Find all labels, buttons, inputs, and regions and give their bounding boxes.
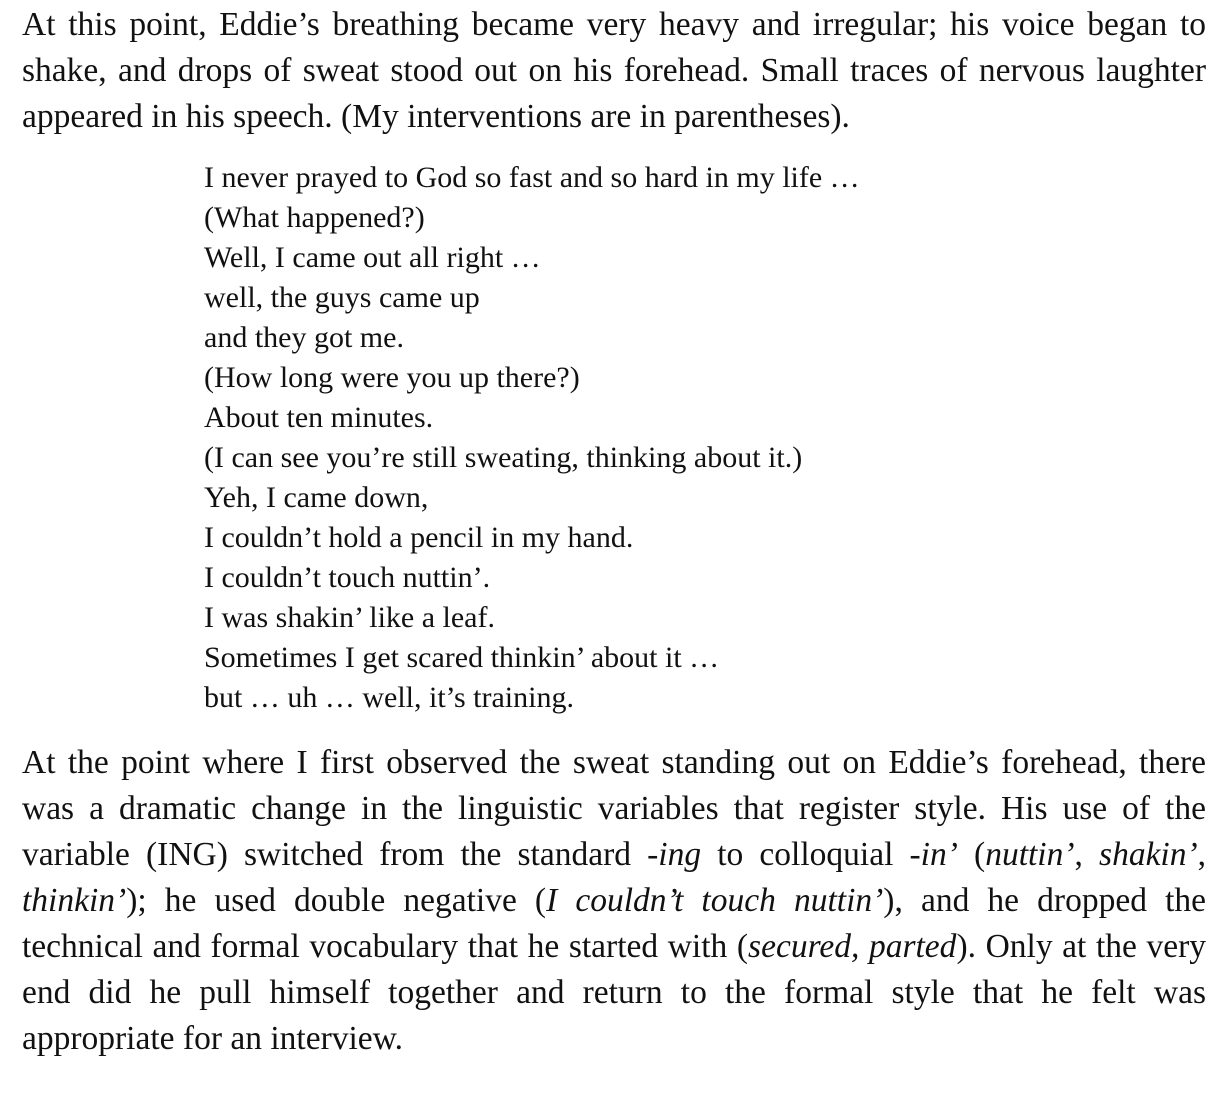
analysis-italic: -ing [647,836,702,873]
analysis-text: ), and he dropped the technical and formal vocabulary that he started with ( [22,882,1206,965]
analysis-italic: secured, parted [748,928,957,965]
analysis-text: At the point where I first observed the sweat standing out on Eddie’s forehead, there was a dramatic change in the linguistic variables that register style. His use of the variable (ING) switched from the standard [22,744,1206,873]
extract-line: I couldn’t touch nuttin’. [204,561,491,594]
analysis-text: ( [957,836,986,873]
analysis-italic: shakin’ [1099,836,1198,873]
analysis-text: ). Only at the very end did he pull himself together and return to the formal style that he felt was appropriate for an interview. [22,928,1206,1057]
analysis-italic: I couldn’t touch nuttin’ [546,882,884,919]
extract-line: I couldn’t hold a pencil in my hand. [204,521,634,554]
extract-line: (What happened?) [204,201,425,234]
document-page [22,0,1206,1062]
analysis-italic: thinkin’ [22,882,127,919]
extract-line: Yeh, I came down, [204,481,429,514]
analysis-text: to colloquial [701,836,910,873]
analysis-text: , [1197,836,1207,873]
analysis-text: , [1074,836,1100,873]
extract-line: I never prayed to God so fast and so hard in my life … [204,161,860,194]
extract-line: Well, I came out all right … [204,241,541,274]
paragraph-intro: At this point, Eddie’s breathing became very heavy and irregular; his voice began to shake, and drops of sweat stood out on his forehead. Small traces of nervous laughter appeared in his speech. (My interventions are in parentheses). [22,6,1206,135]
extract-line: (How long were you up there?) [204,361,580,394]
extract-line: I was shakin’ like a leaf. [204,601,495,634]
interview-extract [22,140,1206,740]
analysis-italic: nuttin’ [985,836,1075,873]
analysis-text: ); he used double negative ( [126,882,547,919]
extract-line: (I can see you’re still sweating, thinking about it.) [204,441,803,474]
analysis-italic: -in’ [909,836,958,873]
extract-line: well, the guys came up [204,281,480,314]
extract-line: but … uh … well, it’s training. [204,681,574,714]
paragraph-analysis [22,740,1206,1062]
extract-line: Sometimes I get scared thinkin’ about it … [204,641,720,674]
extract-line: and they got me. [204,321,404,354]
extract-line: About ten minutes. [204,401,434,434]
